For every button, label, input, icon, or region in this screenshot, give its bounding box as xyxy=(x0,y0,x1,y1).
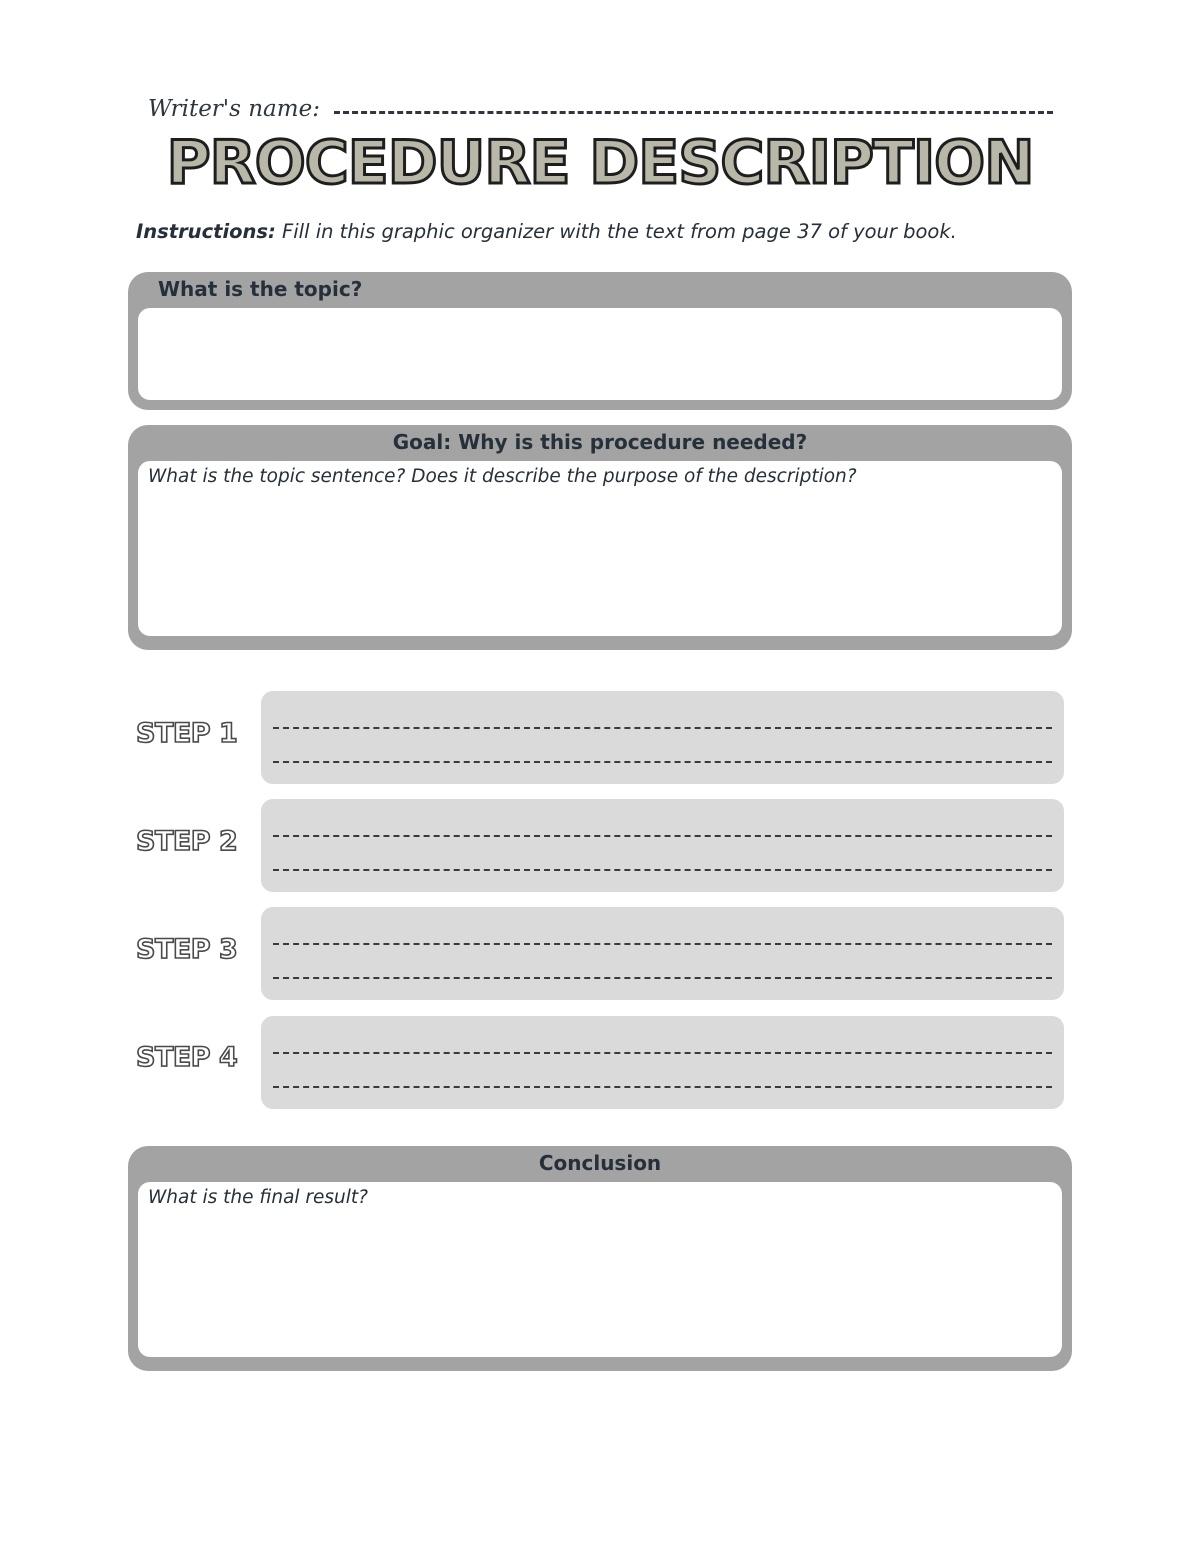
step-3-label: STEP 3 xyxy=(136,934,238,965)
goal-box xyxy=(128,425,1072,650)
writer-name-field[interactable] xyxy=(334,111,1053,114)
answer-line xyxy=(273,761,1052,763)
goal-heading: Goal: Why is this procedure needed? xyxy=(392,430,808,454)
conclusion-answer-area[interactable] xyxy=(138,1182,1062,1357)
instructions xyxy=(136,220,957,243)
answer-line xyxy=(273,943,1052,945)
conclusion-box xyxy=(128,1146,1072,1371)
instructions-text: Fill in this graphic organizer with the text from page 37 of your book. xyxy=(282,220,957,243)
goal-answer-area[interactable] xyxy=(138,461,1062,636)
answer-line xyxy=(273,1086,1052,1088)
step-4-answer-box[interactable] xyxy=(261,1016,1064,1109)
step-1-answer-box[interactable] xyxy=(261,691,1064,784)
answer-line xyxy=(273,869,1052,871)
topic-heading: What is the topic? xyxy=(158,277,363,301)
topic-box xyxy=(128,272,1072,410)
conclusion-prompt: What is the final result? xyxy=(148,1187,368,1208)
conclusion-heading: Conclusion xyxy=(538,1151,662,1175)
writer-name-row xyxy=(148,82,1053,122)
writer-name-label: Writer's name: xyxy=(148,96,320,122)
page-title: PROCEDURE DESCRIPTION xyxy=(166,128,1034,198)
step-4-label: STEP 4 xyxy=(136,1042,238,1073)
answer-line xyxy=(273,977,1052,979)
answer-line xyxy=(273,1052,1052,1054)
step-2-label: STEP 2 xyxy=(136,826,238,857)
instructions-label: Instructions: xyxy=(136,220,276,243)
answer-line xyxy=(273,727,1052,729)
step-3-answer-box[interactable] xyxy=(261,907,1064,1000)
topic-answer-area[interactable] xyxy=(138,308,1062,400)
goal-prompt: What is the topic sentence? Does it describe the purpose of the description? xyxy=(148,466,857,487)
step-1-label: STEP 1 xyxy=(136,718,238,749)
answer-line xyxy=(273,835,1052,837)
step-2-answer-box[interactable] xyxy=(261,799,1064,892)
